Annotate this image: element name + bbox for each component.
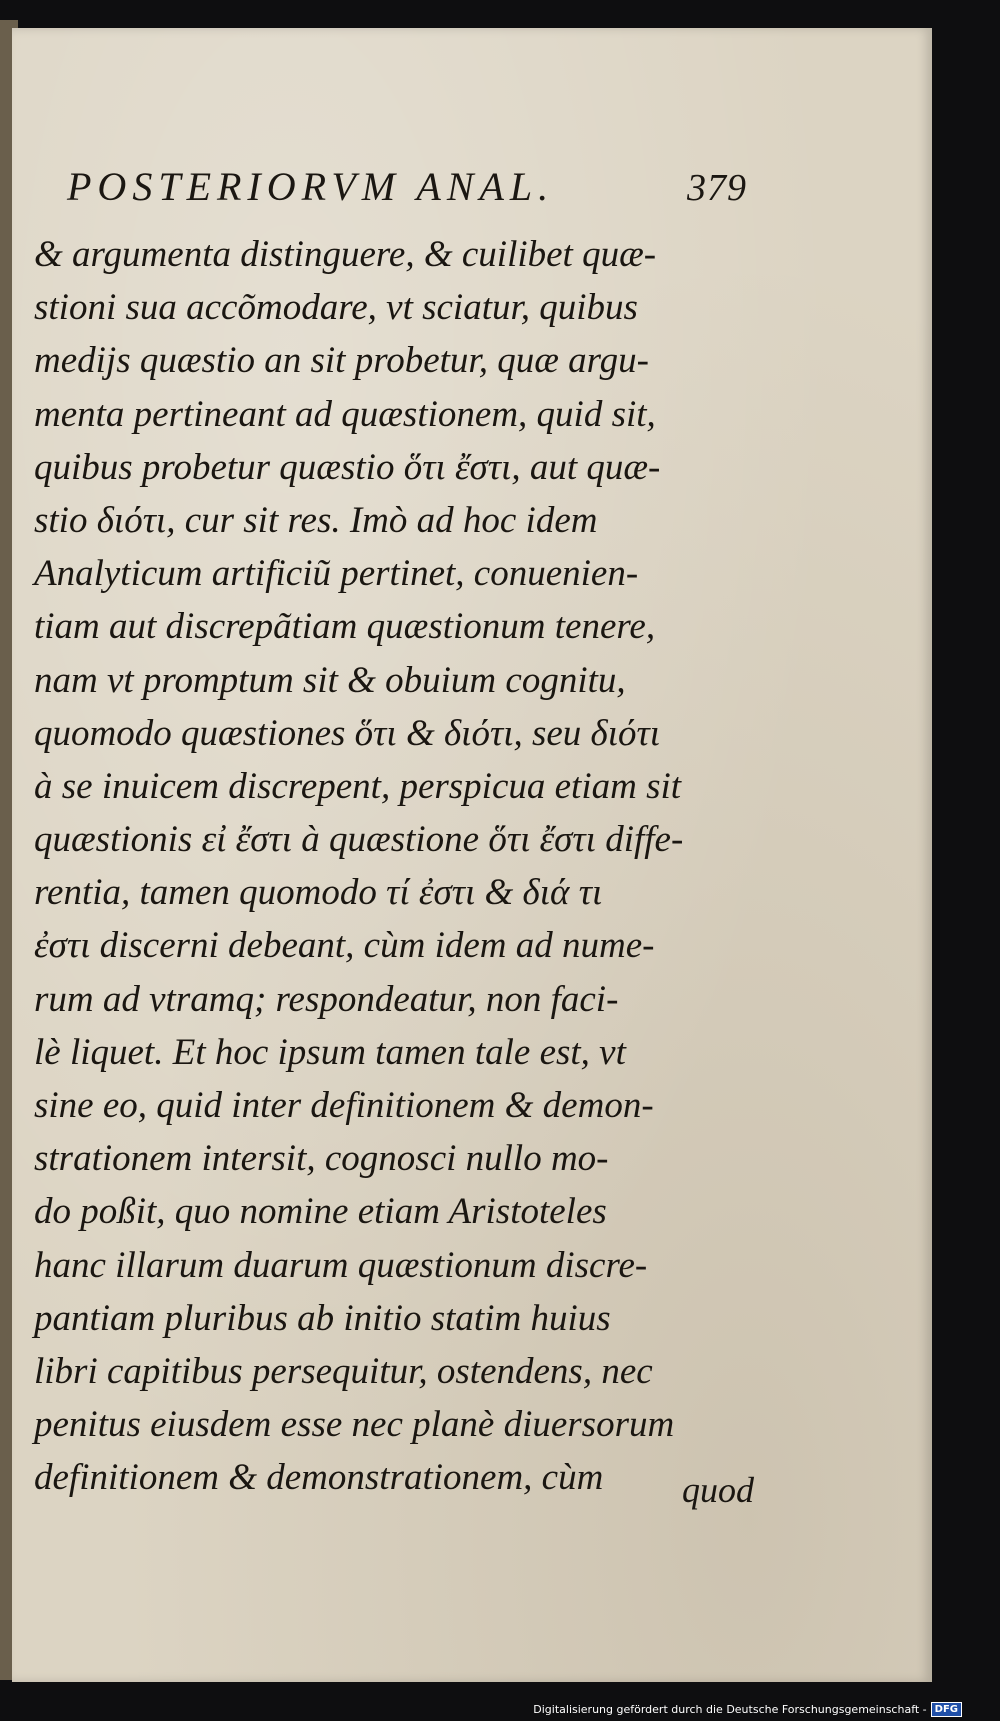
text-line: stioni sua accõmodare, vt sciatur, quibus	[34, 287, 638, 329]
text-line: penitus eiusdem esse nec planè diuersorum	[34, 1404, 675, 1446]
book-page	[12, 28, 932, 1682]
body-text	[34, 228, 754, 1505]
text-line: Analyticum artificiũ pertinet, conuenien-	[34, 553, 639, 595]
text-line: ἐστι discerni debeant, cùm idem ad nume-	[34, 925, 655, 967]
dfg-logo-icon: DFG	[931, 1702, 962, 1717]
text-line: à se inuicem discrepent, perspicua etiam sit	[34, 765, 682, 807]
text-line: rentia, tamen quomodo τί ἐστι & διά τι	[34, 872, 603, 914]
text-line: quæstionis εἰ ἔστι à quæstione ὅτι ἔστι diffe-	[34, 819, 684, 861]
digitization-credit	[533, 1702, 962, 1717]
text-line: quomodo quæstiones ὅτι & διότι, seu διότι	[34, 712, 661, 754]
folio-number: 379	[687, 167, 747, 209]
catchword: quod	[682, 1470, 754, 1510]
text-line: medijs quæstio an sit probetur, quæ argu-	[34, 340, 649, 382]
running-head	[67, 163, 747, 210]
credit-text: Digitalisierung gefördert durch die Deutsche Forschungsgemeinschaft -	[533, 1703, 927, 1716]
text-line: lè liquet. Et hoc ipsum tamen tale est, vt	[34, 1031, 626, 1073]
text-line: nam vt promptum sit & obuium cognitu,	[34, 659, 626, 701]
running-head-title: POSTERIORVM ANAL.	[67, 164, 555, 209]
text-line: definitionem & demonstrationem, cùm	[34, 1457, 604, 1499]
text-line: stio διότι, cur sit res. Imò ad hoc idem	[34, 499, 598, 541]
text-line: quibus probetur quæstio ὅτι ἔστι, aut quæ-	[34, 446, 661, 488]
text-line: libri capitibus persequitur, ostendens, nec	[34, 1350, 653, 1392]
text-line: & argumenta distinguere, & cuilibet quæ-	[34, 234, 657, 275]
text-line: rum ad vtramq; respondeatur, non faci-	[34, 978, 619, 1020]
text-line: menta pertineant ad quæstionem, quid sit,	[34, 393, 656, 435]
text-line: sine eo, quid inter definitionem & demon-	[34, 1085, 654, 1126]
text-line: hanc illarum duarum quæstionum discre-	[34, 1244, 648, 1286]
text-line: pantiam pluribus ab initio statim huius	[34, 1297, 611, 1339]
text-line: tiam aut discrepãtiam quæstionum tenere,	[34, 606, 656, 648]
text-line: strationem intersit, cognosci nullo mo-	[34, 1138, 609, 1180]
text-line: do poßit, quo nomine etiam Aristoteles	[34, 1191, 607, 1233]
